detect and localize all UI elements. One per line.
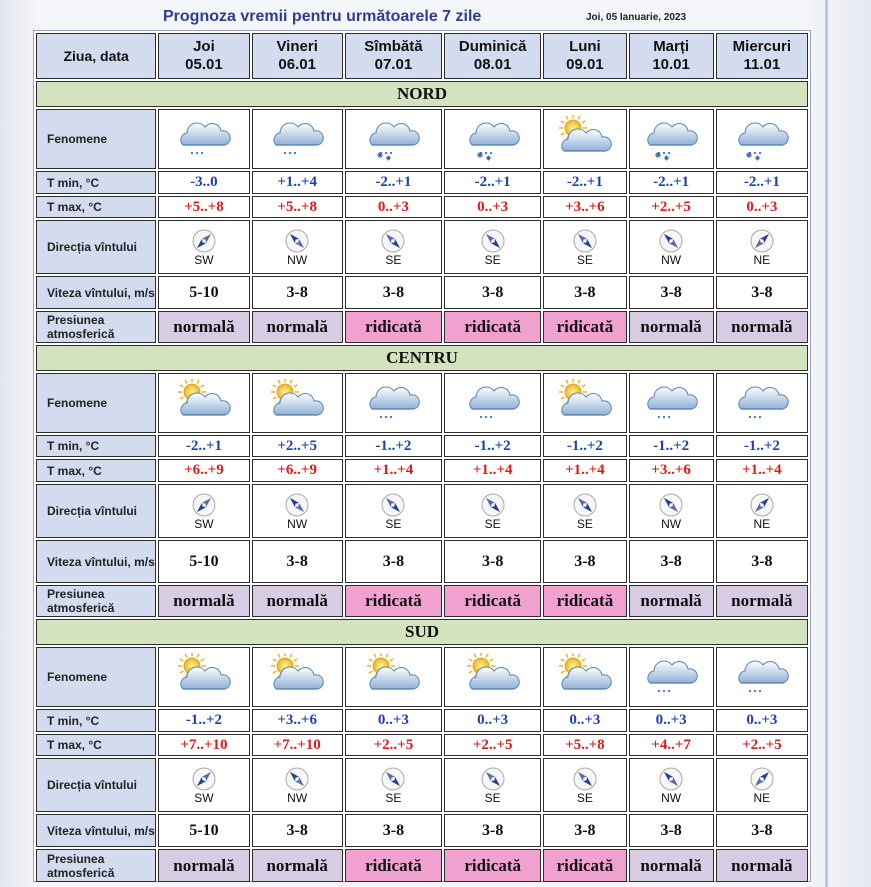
compass-icon — [253, 492, 342, 518]
weather-cell — [716, 647, 808, 707]
weather-cell — [444, 373, 541, 433]
day-date: 10.01 — [652, 56, 690, 73]
tmin-value: -1..+2 — [158, 709, 249, 732]
tmax-value: +5..+8 — [252, 196, 343, 218]
row-label-phenomena: Fenomene — [36, 109, 156, 169]
wind-direction-cell — [629, 758, 714, 812]
wind-direction-label: NW — [287, 252, 308, 267]
weather-cell — [158, 109, 249, 169]
wind-direction-cell — [716, 220, 808, 274]
tmax-value: +1..+4 — [543, 459, 626, 482]
tmin-value: -2..+1 — [158, 435, 249, 457]
pressure-value: ridicată — [444, 849, 541, 882]
wind-speed-value: 3-8 — [345, 540, 442, 583]
compass-icon — [346, 228, 441, 254]
tmax-value: +7..+10 — [252, 734, 343, 756]
day-date: 05.01 — [185, 56, 223, 73]
weather-cell — [629, 109, 714, 169]
wind-direction-label: NW — [287, 516, 308, 531]
weather-cell — [252, 373, 343, 433]
page-background-right — [813, 0, 871, 887]
current-date: Joi, 05 Ianuarie, 2023 — [586, 12, 687, 23]
pressure-value: normală — [629, 311, 714, 343]
row-label-pressure: Presiunea atmosferică — [36, 849, 156, 882]
compass-icon — [346, 766, 441, 792]
row-label-phenomena: Fenomene — [36, 647, 156, 707]
wind-direction-cell — [252, 758, 343, 812]
pressure-value: normală — [158, 849, 249, 882]
tmax-row — [36, 734, 808, 756]
row-label-wind-speed: Viteza vîntului, m/s — [36, 276, 156, 309]
sun-behind-cloud-icon — [253, 653, 342, 701]
day-date: 06.01 — [278, 56, 316, 73]
wind-direction-cell — [252, 220, 343, 274]
row-label-wind-direction: Direcția vîntului — [36, 758, 156, 812]
sun-behind-cloud-icon — [544, 115, 625, 163]
weather-cell — [543, 647, 626, 707]
wind-direction-cell — [345, 484, 442, 538]
weather-cell — [345, 647, 442, 707]
pressure-value: ridicată — [543, 585, 626, 617]
tmin-value: -2..+1 — [629, 171, 714, 194]
day-header-6 — [716, 33, 808, 79]
sun-behind-cloud-icon — [544, 653, 625, 701]
weather-cell — [444, 647, 541, 707]
wind-direction-label: NE — [753, 790, 771, 805]
tmax-value: +1..+4 — [716, 459, 808, 482]
forecast-table — [34, 31, 810, 884]
wind-direction-cell — [158, 484, 249, 538]
cloud-light-snow-icon — [159, 115, 248, 163]
sun-behind-cloud-icon — [544, 379, 625, 427]
compass-icon — [544, 228, 625, 254]
wind-direction-label: SE — [484, 252, 501, 267]
tmax-value: +3..+6 — [543, 196, 626, 218]
pressure-value: ridicată — [345, 311, 442, 343]
compass-icon — [630, 492, 713, 518]
weather-cell — [444, 109, 541, 169]
page-title: Prognoza vremii pentru următoarele 7 zile — [163, 8, 482, 25]
wind-speed-value: 5-10 — [158, 814, 249, 847]
wind-direction-cell — [252, 484, 343, 538]
day-date: 07.01 — [374, 56, 413, 73]
sun-behind-cloud-icon — [253, 379, 342, 427]
tmax-value: 0..+3 — [444, 196, 541, 218]
wind-speed-value: 3-8 — [444, 276, 541, 309]
region-row — [36, 345, 808, 371]
phenomena-row — [36, 109, 808, 169]
tmin-value: -1..+2 — [444, 435, 541, 457]
compass-icon — [253, 228, 342, 254]
tmax-value: 0..+3 — [345, 196, 442, 218]
wind-direction-cell — [543, 484, 626, 538]
wind-direction-cell — [444, 758, 541, 812]
compass-icon — [717, 228, 807, 254]
cloud-snow-icon — [630, 115, 713, 163]
tmax-value: +1..+4 — [444, 459, 541, 482]
region-title: NORD — [36, 81, 808, 107]
row-label-wind-direction: Direcția vîntului — [36, 484, 156, 538]
wind-direction-label: SE — [385, 790, 402, 805]
wind-direction-cell — [543, 758, 626, 812]
day-header-1 — [252, 33, 343, 79]
wind-direction-row — [36, 220, 808, 274]
pressure-value: normală — [629, 585, 714, 617]
wind-direction-cell — [444, 220, 541, 274]
row-label-tmax: T max, °C — [36, 459, 156, 482]
tmin-value: -2..+1 — [444, 171, 541, 194]
compass-icon — [445, 228, 540, 254]
day-header-0 — [158, 33, 249, 79]
tmin-value: -2..+1 — [345, 171, 442, 194]
sun-behind-cloud-icon — [445, 653, 540, 701]
sun-behind-cloud-icon — [159, 653, 248, 701]
region-row — [36, 619, 808, 645]
tmin-value: 0..+3 — [629, 709, 714, 732]
wind-direction-cell — [345, 758, 442, 812]
day-name: Luni — [569, 38, 601, 55]
compass-icon — [717, 492, 807, 518]
pressure-value: normală — [716, 311, 808, 343]
compass-icon — [159, 228, 248, 254]
pressure-value: normală — [252, 585, 343, 617]
wind-direction-label: NW — [661, 516, 682, 531]
pressure-value: normală — [252, 311, 343, 343]
wind-speed-value: 3-8 — [543, 814, 626, 847]
tmax-value: +2..+5 — [716, 734, 808, 756]
row-label-phenomena: Fenomene — [36, 373, 156, 433]
row-label-pressure: Presiunea atmosferică — [36, 311, 156, 343]
day-name: Miercuri — [732, 38, 792, 55]
pressure-value: normală — [158, 311, 249, 343]
wind-direction-label: NE — [753, 252, 771, 267]
wind-speed-row — [36, 814, 808, 847]
wind-direction-label: SE — [576, 790, 593, 805]
tmin-value: -1..+2 — [716, 435, 808, 457]
tmin-value: -1..+2 — [543, 435, 626, 457]
wind-direction-label: SW — [194, 252, 214, 267]
tmax-value: +2..+5 — [629, 196, 714, 218]
wind-direction-label: SW — [194, 516, 214, 531]
wind-speed-value: 3-8 — [629, 276, 714, 309]
row-label-tmax: T max, °C — [36, 734, 156, 756]
tmax-value: +1..+4 — [345, 459, 442, 482]
day-name: Marți — [653, 38, 690, 55]
weather-cell — [629, 647, 714, 707]
wind-direction-cell — [345, 220, 442, 274]
wind-direction-row — [36, 484, 808, 538]
compass-icon — [445, 766, 540, 792]
weather-cell — [345, 109, 442, 169]
phenomena-row — [36, 373, 808, 433]
wind-speed-value: 3-8 — [444, 540, 541, 583]
tmax-row — [36, 196, 808, 218]
day-date: 08.01 — [473, 56, 512, 73]
weather-cell — [345, 373, 442, 433]
day-header-3 — [444, 33, 541, 79]
row-label-pressure: Presiunea atmosferică — [36, 585, 156, 617]
wind-direction-label: SE — [576, 516, 593, 531]
pressure-value: ridicată — [543, 849, 626, 882]
day-name: Vineri — [276, 38, 318, 55]
sun-behind-cloud-icon — [346, 653, 441, 701]
weather-cell — [158, 373, 249, 433]
wind-speed-value: 3-8 — [716, 276, 808, 309]
wind-speed-value: 3-8 — [345, 814, 442, 847]
wind-direction-label: SE — [385, 516, 402, 531]
wind-speed-value: 3-8 — [252, 276, 343, 309]
wind-direction-cell — [716, 484, 808, 538]
pressure-value: ridicată — [345, 585, 442, 617]
wind-direction-label: SE — [385, 252, 402, 267]
phenomena-row — [36, 647, 808, 707]
tmin-row — [36, 435, 808, 457]
wind-speed-value: 3-8 — [345, 276, 442, 309]
day-date-label: Ziua, data — [36, 33, 156, 79]
wind-speed-value: 3-8 — [444, 814, 541, 847]
row-label-wind-speed: Viteza vîntului, m/s — [36, 814, 156, 847]
tmin-value: -1..+2 — [345, 435, 442, 457]
tmax-value: +2..+5 — [444, 734, 541, 756]
compass-icon — [544, 766, 625, 792]
wind-direction-row — [36, 758, 808, 812]
pressure-value: normală — [629, 849, 714, 882]
wind-direction-label: SE — [576, 252, 593, 267]
weather-cell — [543, 109, 626, 169]
wind-direction-label: SE — [484, 516, 501, 531]
weather-cell — [716, 109, 808, 169]
row-label-tmin: T min, °C — [36, 435, 156, 457]
row-label-wind-speed: Viteza vîntului, m/s — [36, 540, 156, 583]
tmin-value: 0..+3 — [444, 709, 541, 732]
wind-direction-cell — [629, 484, 714, 538]
cloud-light-snow-icon — [630, 653, 713, 701]
wind-speed-value: 3-8 — [543, 276, 626, 309]
cloud-light-snow-icon — [253, 115, 342, 163]
wind-speed-value: 3-8 — [252, 814, 343, 847]
row-label-tmin: T min, °C — [36, 709, 156, 732]
row-label-tmax: T max, °C — [36, 196, 156, 218]
sun-behind-cloud-icon — [159, 379, 248, 427]
pressure-value: normală — [252, 849, 343, 882]
wind-direction-cell — [543, 220, 626, 274]
pressure-value: ridicată — [444, 585, 541, 617]
wind-speed-value: 3-8 — [716, 814, 808, 847]
wind-speed-value: 3-8 — [543, 540, 626, 583]
weather-cell — [716, 373, 808, 433]
wind-direction-label: NE — [753, 516, 771, 531]
weather-cell — [629, 373, 714, 433]
weather-cell — [543, 373, 626, 433]
tmin-value: -1..+2 — [629, 435, 714, 457]
wind-direction-cell — [629, 220, 714, 274]
day-name: Sîmbătă — [364, 38, 423, 55]
wind-speed-value: 3-8 — [629, 540, 714, 583]
compass-icon — [159, 492, 248, 518]
pressure-row — [36, 311, 808, 343]
tmax-value: +7..+10 — [158, 734, 249, 756]
day-date: 09.01 — [566, 56, 604, 73]
wind-speed-value: 5-10 — [158, 276, 249, 309]
tmax-value: +2..+5 — [345, 734, 442, 756]
day-header-2 — [345, 33, 442, 79]
tmax-value: +5..+8 — [543, 734, 626, 756]
tmin-value: 0..+3 — [345, 709, 442, 732]
wind-direction-cell — [716, 758, 808, 812]
tmax-value: +4..+7 — [629, 734, 714, 756]
wind-speed-row — [36, 276, 808, 309]
compass-icon — [346, 492, 441, 518]
pressure-row — [36, 585, 808, 617]
pressure-value: ridicată — [543, 311, 626, 343]
region-title: SUD — [36, 619, 808, 645]
wind-speed-row — [36, 540, 808, 583]
tmax-value: +3..+6 — [629, 459, 714, 482]
wind-speed-value: 5-10 — [158, 540, 249, 583]
wind-direction-cell — [158, 220, 249, 274]
compass-icon — [717, 766, 807, 792]
day-header-4 — [543, 33, 626, 79]
tmin-value: +1..+4 — [252, 171, 343, 194]
cloud-light-snow-icon — [445, 379, 540, 427]
pressure-value: normală — [716, 849, 808, 882]
tmin-value: 0..+3 — [543, 709, 626, 732]
compass-icon — [630, 228, 713, 254]
weather-cell — [158, 647, 249, 707]
weather-cell — [252, 647, 343, 707]
pressure-row — [36, 849, 808, 882]
compass-icon — [630, 766, 713, 792]
tmin-value: +3..+6 — [252, 709, 343, 732]
wind-direction-label: NW — [287, 790, 308, 805]
tmin-value: 0..+3 — [716, 709, 808, 732]
cloud-snow-icon — [445, 115, 540, 163]
cloud-light-snow-icon — [630, 379, 713, 427]
wind-direction-cell — [444, 484, 541, 538]
row-label-wind-direction: Direcția vîntului — [36, 220, 156, 274]
day-date: 11.01 — [743, 56, 781, 73]
tmin-value: -2..+1 — [716, 171, 808, 194]
wind-speed-value: 3-8 — [629, 814, 714, 847]
day-header-row — [36, 33, 808, 79]
cloud-light-snow-icon — [717, 379, 807, 427]
compass-icon — [544, 492, 625, 518]
pressure-value: normală — [716, 585, 808, 617]
region-row — [36, 81, 808, 107]
pressure-value: ridicată — [345, 849, 442, 882]
compass-icon — [445, 492, 540, 518]
cloud-snow-icon — [346, 115, 441, 163]
day-header-5 — [629, 33, 714, 79]
wind-direction-cell — [158, 758, 249, 812]
pressure-value: normală — [158, 585, 249, 617]
region-title: CENTRU — [36, 345, 808, 371]
wind-direction-label: NW — [661, 252, 682, 267]
compass-icon — [159, 766, 248, 792]
tmin-value: -3..0 — [158, 171, 249, 194]
tmax-row — [36, 459, 808, 482]
tmin-row — [36, 709, 808, 732]
page-background-left — [0, 0, 34, 887]
wind-direction-label: SE — [484, 790, 501, 805]
tmax-value: 0..+3 — [716, 196, 808, 218]
cloud-light-snow-icon — [717, 653, 807, 701]
day-name: Joi — [193, 38, 215, 55]
pressure-value: ridicată — [444, 311, 541, 343]
cloud-light-snow-icon — [346, 379, 441, 427]
day-name: Duminică — [458, 38, 527, 55]
wind-speed-value: 3-8 — [252, 540, 343, 583]
wind-direction-label: SW — [194, 790, 214, 805]
row-label-tmin: T min, °C — [36, 171, 156, 194]
compass-icon — [253, 766, 342, 792]
tmax-value: +6..+9 — [252, 459, 343, 482]
cloud-snow-icon — [717, 115, 807, 163]
wind-speed-value: 3-8 — [716, 540, 808, 583]
tmax-value: +6..+9 — [158, 459, 249, 482]
wind-direction-label: NW — [661, 790, 682, 805]
tmin-row — [36, 171, 808, 194]
tmin-value: -2..+1 — [543, 171, 626, 194]
tmax-value: +5..+8 — [158, 196, 249, 218]
weather-cell — [252, 109, 343, 169]
tmin-value: +2..+5 — [252, 435, 343, 457]
